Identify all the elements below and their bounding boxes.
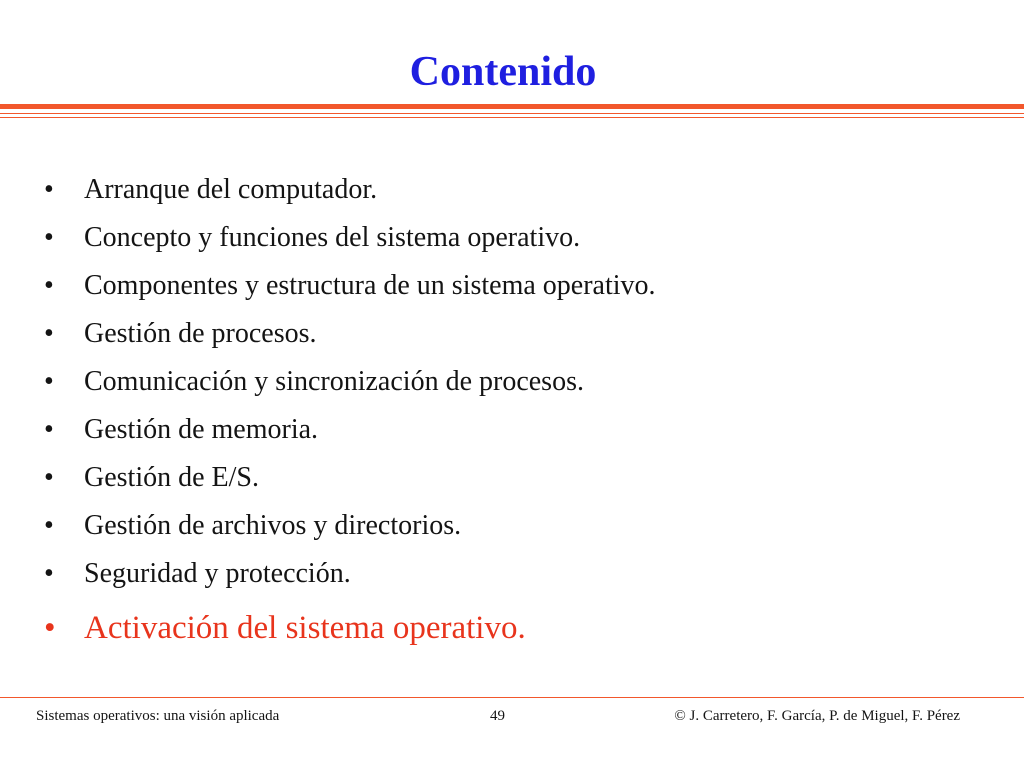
bullet-icon: • (44, 414, 54, 445)
list-item (44, 406, 984, 454)
list-item (44, 502, 984, 550)
bullet-icon: • (44, 366, 54, 397)
list-item (44, 310, 984, 358)
list-item-text: Concepto y funciones del sistema operativo. (84, 222, 581, 253)
list-item (44, 358, 984, 406)
slide-title: Contenido (409, 49, 597, 95)
highlighted-list-item (44, 600, 984, 656)
bullet-icon: • (44, 462, 54, 493)
footer-book-title: Sistemas operativos: una visión aplicada (36, 708, 280, 724)
title-divider-thin-line (0, 117, 1024, 118)
list-item-text: Gestión de memoria. (84, 414, 319, 445)
footer-authors: © J. Carretero, F. García, P. de Miguel, F. Pérez (674, 708, 960, 724)
title-divider-thin-line (0, 113, 1024, 114)
bullet-icon: • (44, 174, 54, 205)
footer-divider (0, 697, 1024, 698)
list-item-text: Arranque del computador. (84, 174, 378, 205)
bullet-icon: • (44, 610, 56, 646)
list-item-text: Gestión de archivos y directorios. (84, 510, 462, 541)
contents-list (44, 166, 984, 656)
list-item-text: Gestión de procesos. (84, 318, 317, 349)
bullet-icon: • (44, 270, 54, 301)
highlighted-list-item-text: Activación del sistema operativo. (84, 610, 526, 646)
list-item (44, 262, 984, 310)
bullet-icon: • (44, 222, 54, 253)
list-item (44, 166, 984, 214)
bullet-icon: • (44, 318, 54, 349)
list-item (44, 454, 984, 502)
list-item-text: Seguridad y protección. (84, 558, 351, 589)
list-item-text: Comunicación y sincronización de procesos. (84, 366, 584, 397)
list-item (44, 214, 984, 262)
bullet-icon: • (44, 558, 54, 589)
footer-page-number: 49 (490, 708, 505, 724)
bullet-icon: • (44, 510, 54, 541)
title-divider (0, 104, 1024, 120)
list-item-text: Gestión de E/S. (84, 462, 259, 493)
list-item-text: Componentes y estructura de un sistema operativo. (84, 270, 656, 301)
title-divider-thick-line (0, 104, 1024, 109)
list-item (44, 550, 984, 598)
